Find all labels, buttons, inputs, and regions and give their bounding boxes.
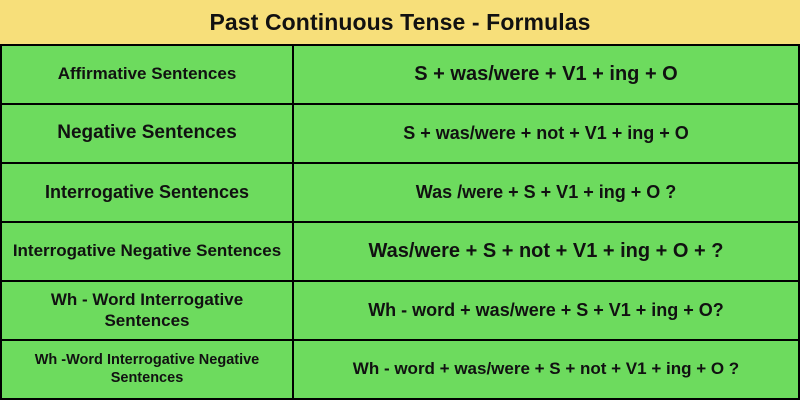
table-row	[2, 341, 798, 398]
sentence-type-cell: Interrogative Negative Sentences	[2, 223, 294, 280]
card-title-bar	[0, 0, 800, 46]
formula-cell: S + was/were + V1 + ing + O	[414, 62, 678, 85]
formula-cell: Was /were + S + V1 + ing + O ?	[415, 181, 677, 202]
formula-cell: Wh - word + was/were + S + not + V1 + ing + O ?	[352, 359, 740, 379]
table-row	[2, 282, 798, 341]
sentence-type-cell: Affirmative Sentences	[2, 46, 294, 103]
sentence-type-cell: Negative Sentences	[2, 105, 294, 162]
formulas-table	[0, 46, 800, 400]
sentence-type-cell: Interrogative Sentences	[2, 164, 294, 221]
formula-cell: Wh - word + was/were + S + V1 + ing + O?	[368, 299, 724, 320]
table-row	[2, 164, 798, 223]
table-row	[2, 105, 798, 164]
table-row	[2, 46, 798, 105]
page-title: Past Continuous Tense - Formulas	[209, 8, 591, 35]
table-row	[2, 223, 798, 282]
sentence-type-cell: Wh -Word Interrogative Negative Sentences	[2, 341, 294, 398]
sentence-type-cell: Wh - Word Interrogative Sentences	[2, 282, 294, 339]
formula-cell: Was/were + S + not + V1 + ing + O + ?	[368, 239, 724, 262]
formula-cell: S + was/were + not + V1 + ing + O	[403, 122, 689, 143]
